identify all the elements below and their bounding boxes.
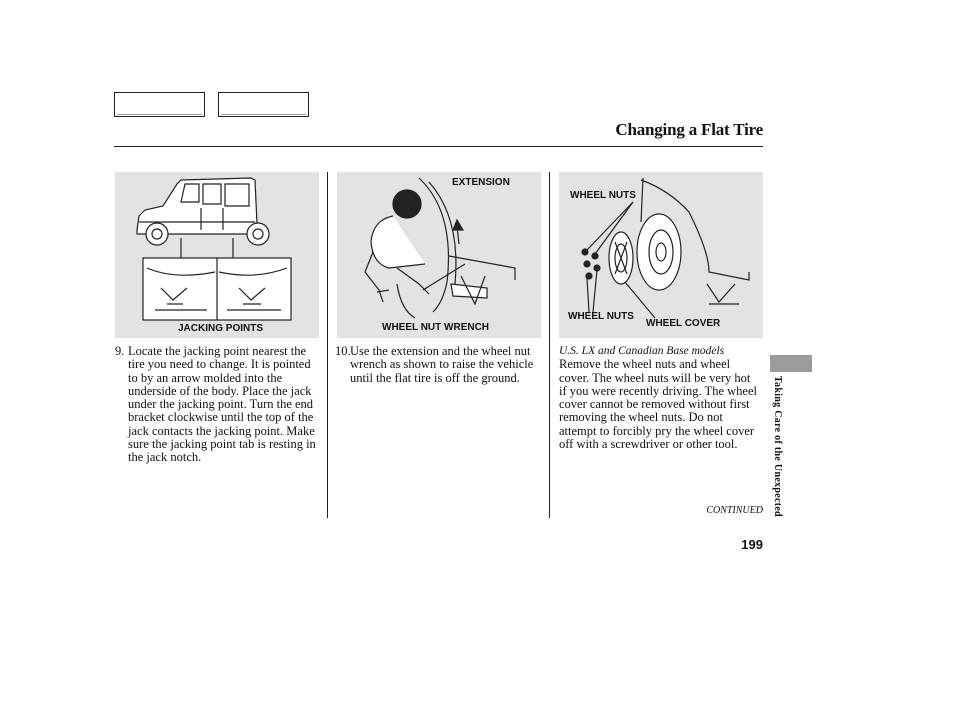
step-10 xyxy=(335,345,535,385)
jacking-points-figure xyxy=(115,172,319,338)
continued-note: CONTINUED xyxy=(706,505,763,516)
extension-label: EXTENSION xyxy=(452,177,510,188)
section-label: Taking Care of the Unexpected xyxy=(772,376,783,517)
section-tab xyxy=(770,355,812,372)
wheel-nuts-top-label: WHEEL NUTS xyxy=(570,190,636,201)
wheel-cover-label: WHEEL COVER xyxy=(646,318,721,329)
step-number: 10. xyxy=(335,344,351,358)
jacking-points-illustration xyxy=(115,172,319,338)
wheel-cover-instructions xyxy=(559,345,761,451)
wheel-nut-wrench-label: WHEEL NUT WRENCH xyxy=(382,322,490,333)
step-text: Locate the jacking point nearest the tire you need to change. It is pointed to by an arrow molded into the underside of the body. Place the jack under the jacking point. Turn the end bracket clockwise until the top of the jack contacts the jacking point. Make sure the jacking point tab is resting in the jack notch. xyxy=(128,344,316,465)
page-title: Changing a Flat Tire xyxy=(615,120,763,139)
wheel-nut-wrench-figure xyxy=(337,172,541,338)
step-text: Use the extension and the wheel nut wrench as shown to raise the vehicle until the flat tire is off the ground. xyxy=(350,344,534,385)
page-number: 199 xyxy=(741,537,763,552)
wheel-nuts-bottom-label: WHEEL NUTS xyxy=(568,311,634,322)
title-divider xyxy=(114,146,763,147)
wheel-cover-paragraph: Remove the wheel nuts and wheel cover. The wheel nuts will be very hot if you were recently driving. The wheel cover cannot be removed without first removing the wheel nuts. Do not attempt to forcibly pry the wheel cover off with a screwdriver or other tool. xyxy=(559,357,757,452)
jacking-points-label: JACKING POINTS xyxy=(178,323,264,334)
column-divider-2 xyxy=(549,172,550,518)
models-note: U.S. LX and Canadian Base models xyxy=(559,345,725,357)
nav-box-contents[interactable] xyxy=(114,92,205,117)
nav-box-index[interactable] xyxy=(218,92,309,117)
step-number: 9. xyxy=(115,344,125,358)
wheel-nut-wrench-illustration xyxy=(337,172,541,338)
step-9 xyxy=(115,345,321,465)
wheel-cover-figure xyxy=(559,172,763,338)
column-divider-1 xyxy=(327,172,328,518)
